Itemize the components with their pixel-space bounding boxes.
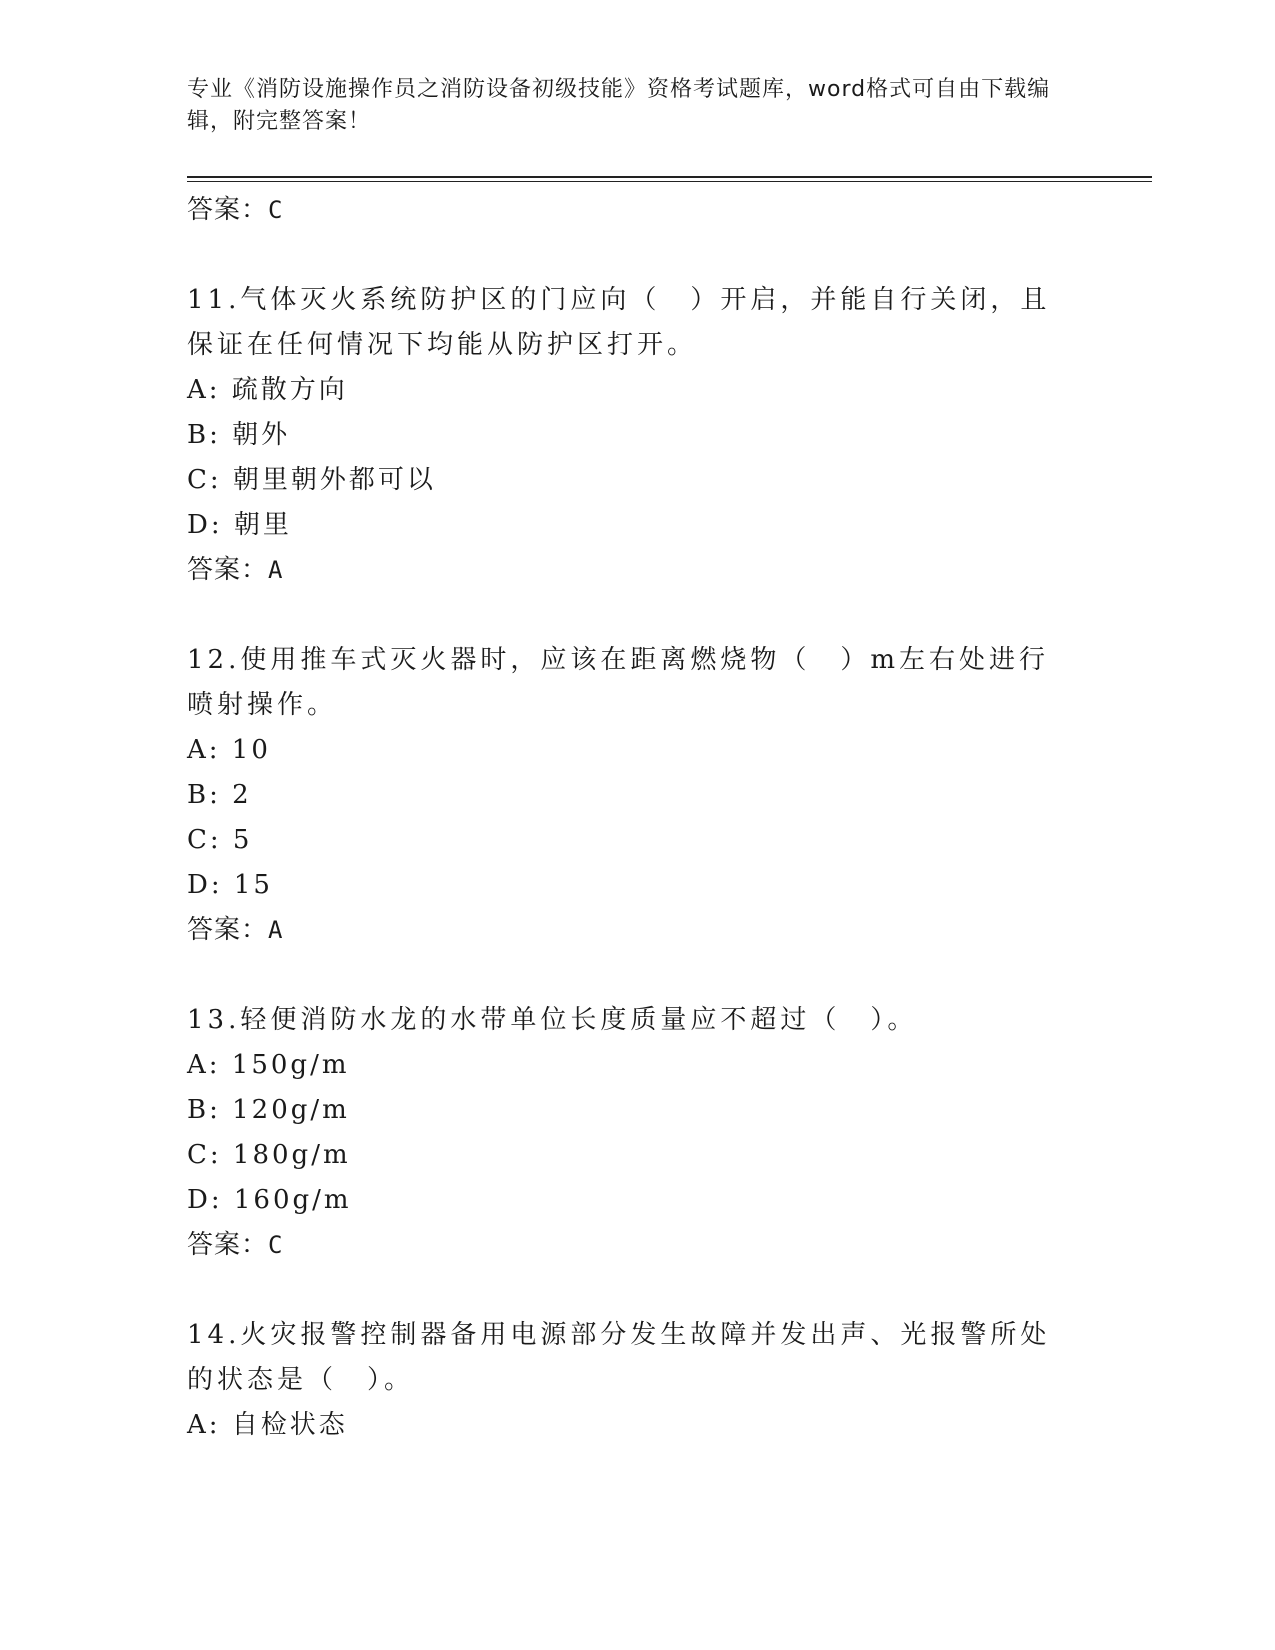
question-text: 13.轻便消防水龙的水带单位长度质量应不超过（ ）。 (187, 1005, 918, 1035)
spacer (187, 233, 1087, 278)
answer-value: C (268, 1231, 284, 1259)
spacer (187, 953, 1087, 998)
option-c: C: 朝里朝外都可以 (187, 465, 436, 495)
header-divider-thick (187, 176, 1152, 178)
question-block (187, 998, 1087, 1268)
option-b: B: 2 (187, 780, 252, 810)
answer-label: 答案： (187, 555, 269, 585)
option-d: D: 160g/m (187, 1185, 352, 1215)
page-header: 专业《消防设施操作员之消防设备初级技能》资格考试题库，word格式可自由下载编辑，附完整答案！ (187, 77, 1051, 134)
answer-line (187, 188, 1087, 233)
option-c: C: 5 (187, 825, 253, 855)
answer-label: 答案： (187, 195, 269, 225)
question-block (187, 1313, 1087, 1448)
answer-value: C (268, 196, 284, 224)
answer-label: 答案： (187, 1230, 269, 1260)
question-block (187, 638, 1087, 953)
option-a: A: 自检状态 (187, 1410, 348, 1440)
question-text: 12.使用推车式灭火器时，应该在距离燃烧物（ ）m左右处进行喷射操作。 (187, 645, 1050, 720)
spacer (187, 1268, 1087, 1313)
answer-value: A (268, 916, 284, 944)
answer-value: A (268, 556, 284, 584)
answer-line (187, 1223, 1087, 1268)
option-d: D: 朝里 (187, 510, 292, 540)
option-b: B: 朝外 (187, 420, 291, 450)
header-divider-thin (187, 181, 1152, 182)
spacer (187, 593, 1087, 638)
answer-line (187, 548, 1087, 593)
question-block (187, 278, 1087, 593)
answer-line (187, 908, 1087, 953)
option-a: A: 10 (187, 735, 271, 765)
question-list (187, 188, 1087, 1448)
option-d: D: 15 (187, 870, 273, 900)
question-text: 11.气体灭火系统防护区的门应向（ ）开启，并能自行关闭，且保证在任何情况下均能从防护区打开。 (187, 285, 1051, 360)
option-a: A: 150g/m (187, 1050, 350, 1080)
answer-label: 答案： (187, 915, 269, 945)
question-text: 14.火灾报警控制器备用电源部分发生故障并发出声、光报警所处的状态是（ ）。 (187, 1320, 1051, 1395)
option-b: B: 120g/m (187, 1095, 350, 1125)
option-c: C: 180g/m (187, 1140, 351, 1170)
option-a: A: 疏散方向 (187, 375, 348, 405)
